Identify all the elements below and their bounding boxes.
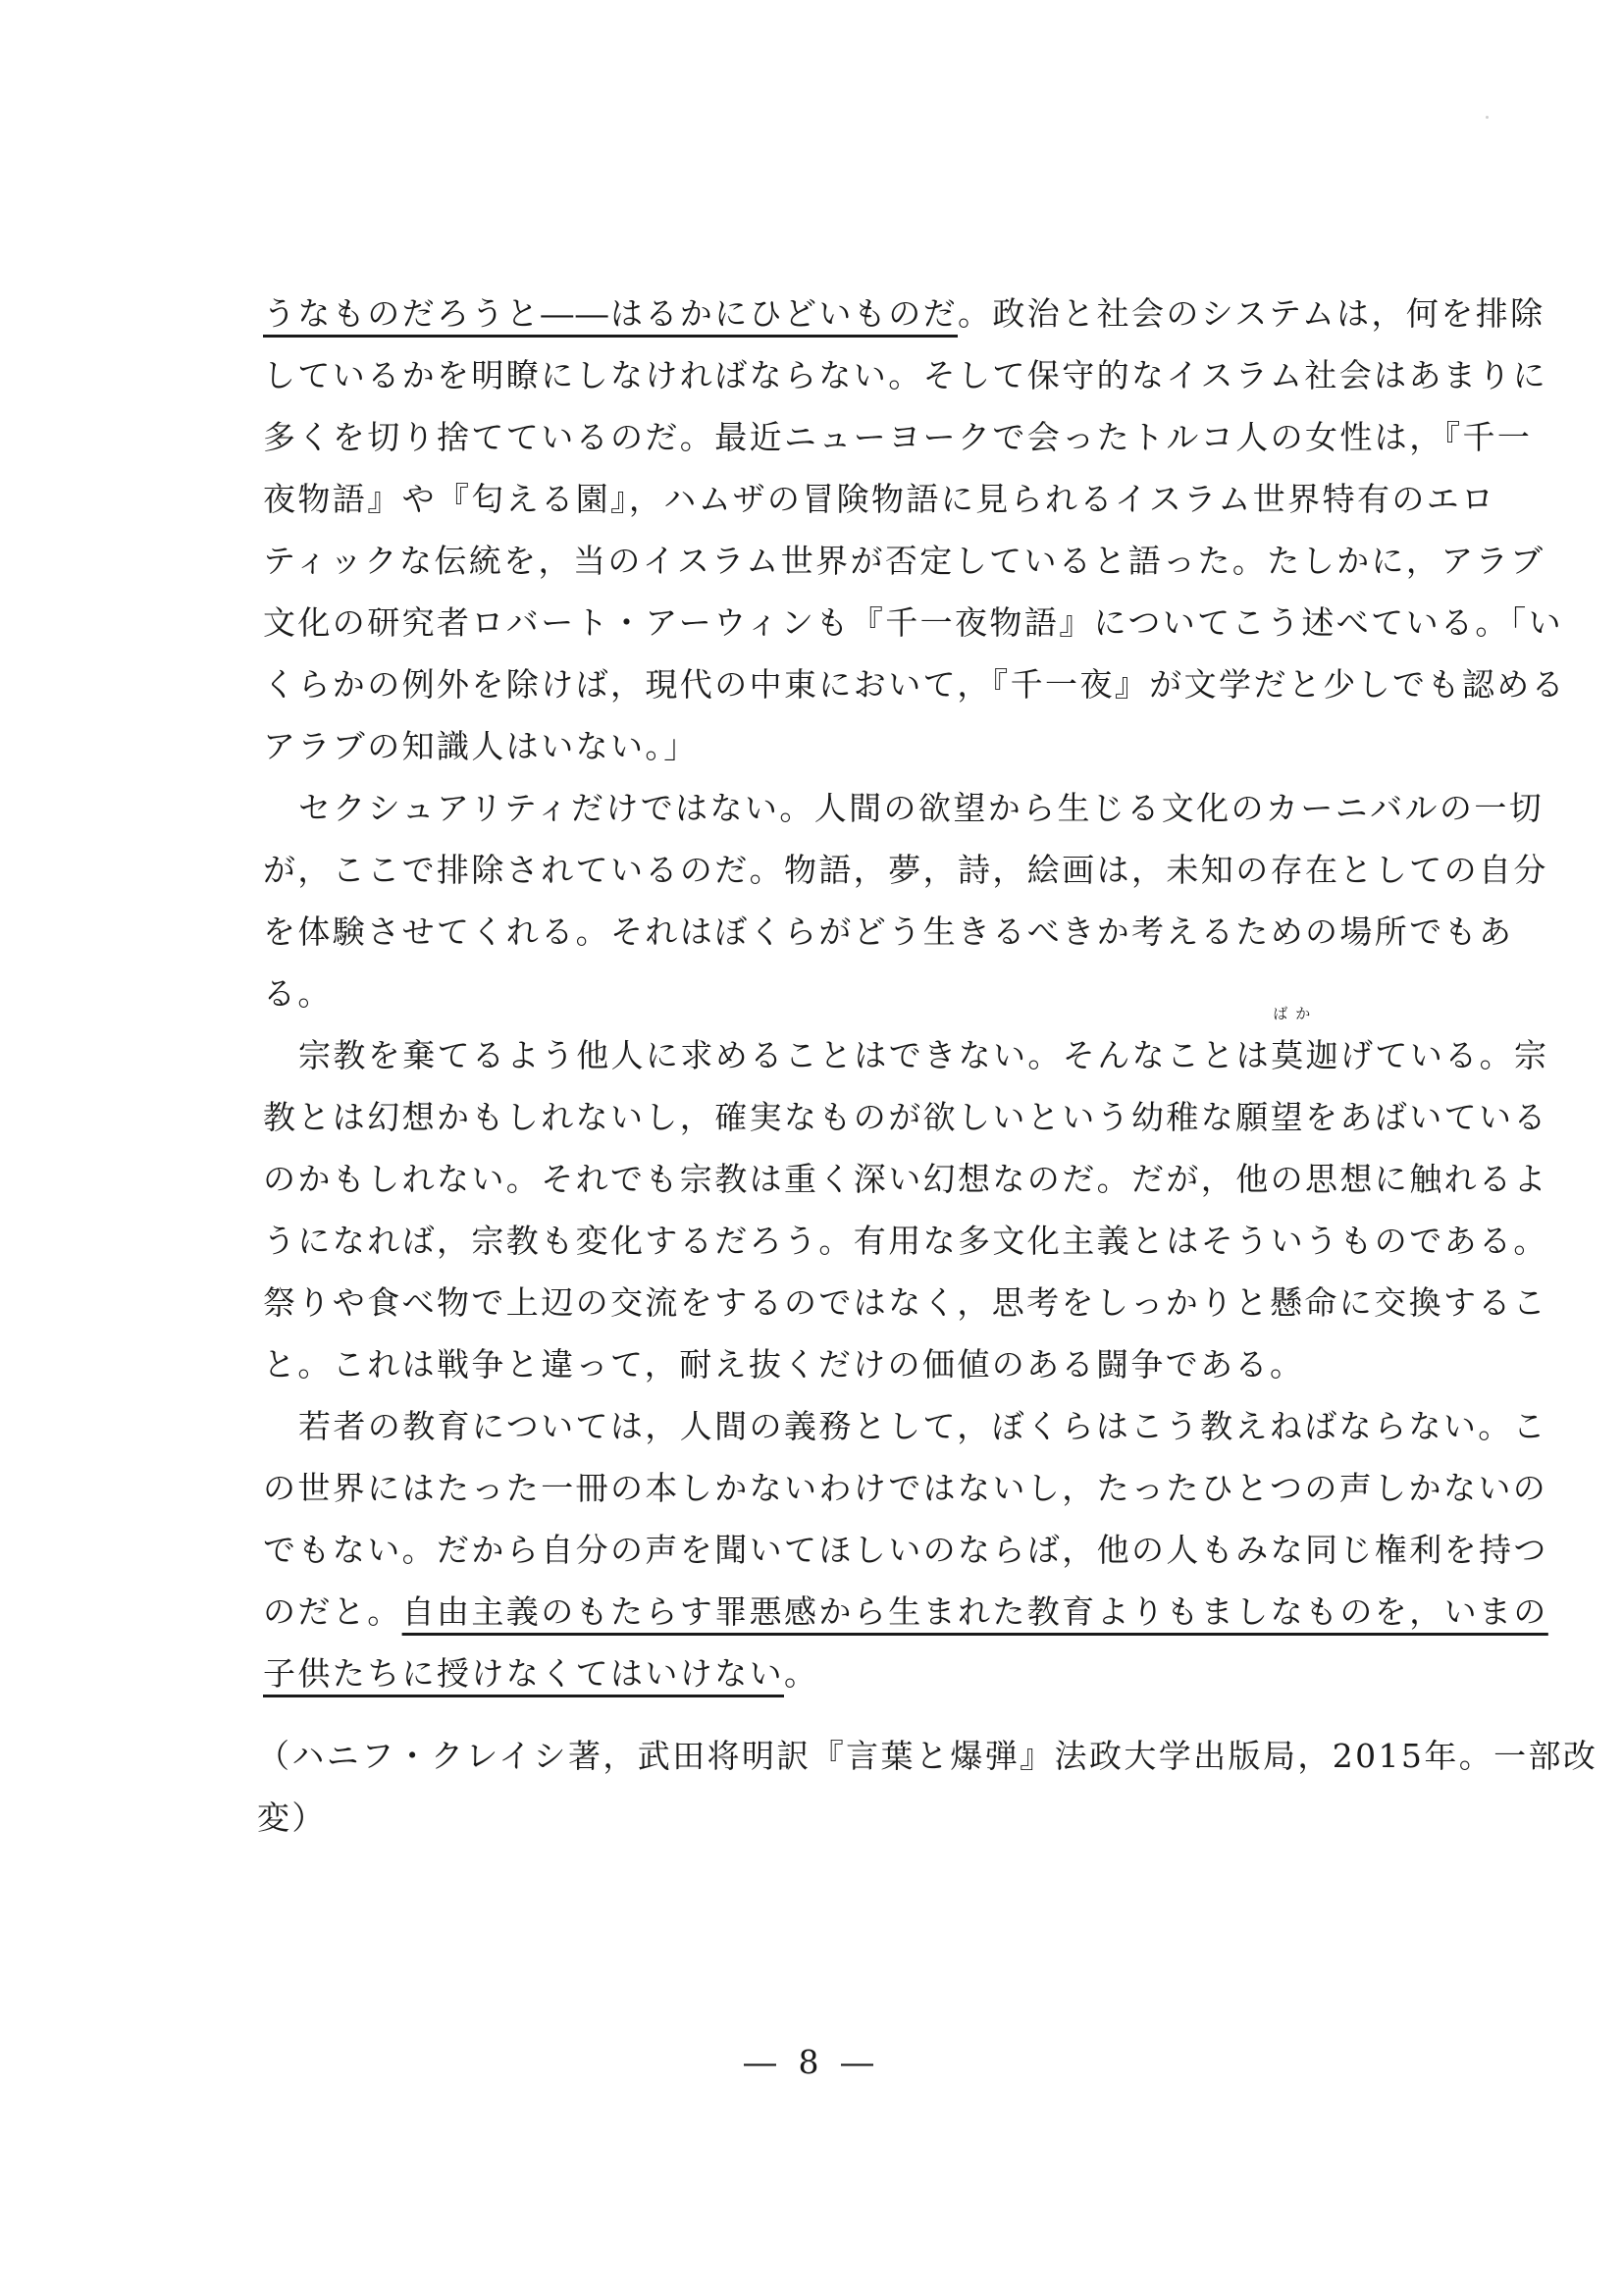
- text-segment: でもない。だから自分の声を聞いてほしいのならば，他の人もみな同じ権利を持つ: [263, 1531, 1548, 1569]
- text-segment: アラブの知識人はいない。」: [263, 727, 699, 765]
- text-line: [257, 1725, 1598, 1787]
- underlined-passage: うなものだろうと――はるかにひどいものだ: [263, 294, 958, 333]
- source-citation: [257, 1725, 1598, 1849]
- text-segment: 若者の教育については，人間の義務として，ぼくらはこう教えねばならない。こ: [298, 1407, 1548, 1445]
- text-segment: が，ここで排除されているのだ。物語，夢，詩，絵画は，未知の存在としての自分: [263, 851, 1548, 889]
- text-line: [263, 344, 1548, 406]
- text-line: [263, 715, 1382, 777]
- text-line: [263, 592, 1564, 653]
- text-line: [263, 468, 1496, 530]
- text-line: [263, 530, 1545, 592]
- text-line: [263, 1086, 1548, 1148]
- text-line: [263, 1148, 1548, 1210]
- text-segment: （ハニフ・クレイシ著，武田将明訳『言葉と爆弾』法政大学出版局，2015年。一部改: [257, 1737, 1598, 1775]
- text-segment: のだと。: [263, 1592, 402, 1631]
- text-line: [263, 1457, 1548, 1519]
- text-line: [263, 1272, 1548, 1333]
- text-segment: 教とは幻想かもしれないし，確実なものが欲しいという幼稚な願望をあばいている: [263, 1098, 1548, 1136]
- text-segment: 夜物語』や『匂える園』，ハムザの冒険物語に見られるイスラム世界特有のエロ: [263, 480, 1496, 518]
- text-line: [263, 1333, 1382, 1395]
- text-segment: ティックな伝統を，当のイスラム世界が否定していると語った。たしかに，アラブ: [263, 542, 1545, 580]
- text-segment: セクシュアリティだけではない。人間の欲望から生じる文化のカーニバルの一切: [298, 789, 1544, 827]
- text-segment: と。これは戦争と違って，耐え抜くだけの価値のある闘争である。: [263, 1345, 1305, 1383]
- text-line: [263, 653, 1567, 715]
- scan-speck: [1486, 116, 1489, 119]
- page-number: ― 8 ―: [744, 2043, 879, 2081]
- text-line: [263, 406, 1533, 468]
- text-segment: 多くを切り捨てているのだ。最近ニューヨークで会ったトルコ人の女性は，『千一: [263, 418, 1533, 456]
- text-line: [263, 839, 1548, 901]
- text-line: [263, 1005, 1549, 1086]
- text-line: [263, 1581, 1548, 1643]
- text-segment: 変）: [257, 1799, 327, 1837]
- text-segment: る。: [263, 974, 333, 1013]
- text-line: [263, 1210, 1548, 1272]
- text-segment: くらかの例外を除けば，現代の中東において，『千一夜』が文学だと少しでも認める: [263, 665, 1567, 704]
- text-segment: 。政治と社会のシステムは，何を排除: [958, 294, 1545, 333]
- text-segment: うになれば，宗教も変化するだろう。有用な多文化主義とはそういうものである。: [263, 1222, 1548, 1260]
- ruby-base: 莫迦: [1271, 1036, 1341, 1074]
- text-line: [263, 901, 1514, 963]
- text-line: [263, 1643, 1382, 1704]
- text-segment: の世界にはたった一冊の本しかないわけではないし，たったひとつの声しかないの: [263, 1469, 1548, 1507]
- text-segment: 祭りや食べ物で上辺の交流をするのではなく，思考をしっかりと懸命に交換するこ: [263, 1283, 1548, 1322]
- text-segment: のかもしれない。それでも宗教は重く深い幻想なのだ。だが，他の思想に触れるよ: [263, 1160, 1548, 1198]
- ruby-word: [1271, 1005, 1341, 1086]
- furigana: ばか: [1273, 1005, 1319, 1022]
- text-line: [263, 963, 1382, 1024]
- text-segment: しているかを明瞭にしなければならない。そして保守的なイスラム社会はあまりに: [263, 356, 1548, 394]
- text-line: [263, 777, 1544, 839]
- text-line: [257, 1787, 1382, 1849]
- text-segment: 宗教を棄てるよう他人に求めることはできない。そんなことは: [298, 1036, 1272, 1074]
- text-segment: 。: [784, 1654, 819, 1693]
- underlined-passage: 自由主義のもたらす罪悪感から生まれた教育よりもましなものを，いまの: [401, 1592, 1548, 1631]
- underlined-passage: 子供たちに授けなくてはいけない: [263, 1654, 784, 1693]
- text-segment: 文化の研究者ロバート・アーウィンも『千一夜物語』についてこう述べている。「い: [263, 603, 1564, 642]
- text-line: [263, 283, 1545, 344]
- text-segment: げている。宗: [1340, 1036, 1549, 1074]
- text-line: [263, 1395, 1548, 1457]
- text-line: [263, 1519, 1548, 1581]
- text-segment: を体験させてくれる。それはぼくらがどう生きるべきか考えるための場所でもあ: [263, 913, 1514, 951]
- body-text: [263, 283, 1567, 1704]
